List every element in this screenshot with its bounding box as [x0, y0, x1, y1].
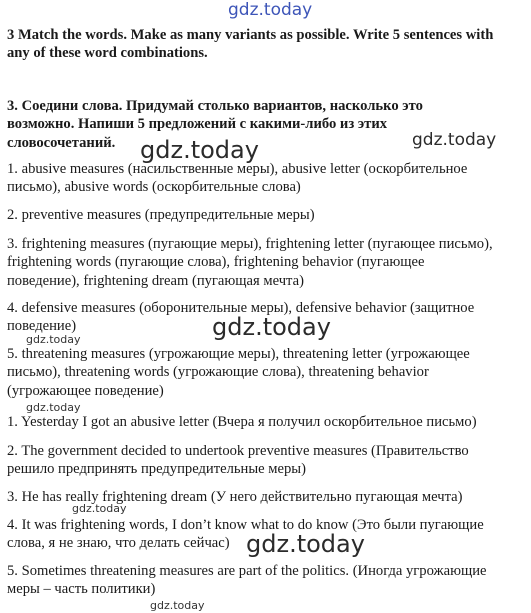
watermark: gdz.today: [150, 599, 205, 612]
item-line: 1. abusive measures (насильственные меры), abusive letter (оскорбительное: [7, 161, 468, 177]
item-line: слова, я не знаю, что делать сейчас): [7, 535, 230, 552]
watermark: gdz.today: [212, 313, 331, 341]
item-line: письмо), threatening words (угрожающие слова), threatening behavior: [7, 364, 429, 381]
item-line: 3. frightening measures (пугающие меры), frightening letter (пугающее письмо),: [7, 236, 493, 252]
combination-item: [7, 206, 527, 224]
item-line: поведение), frightening dream (пугающая мечта): [7, 272, 304, 289]
item-line: 1. Yesterday I got an abusive letter (Вчера я получил оскорбительное письмо): [7, 414, 477, 430]
item-line: 3. He has really frightening dream (У него действительно пугающая мечта): [7, 489, 463, 505]
watermark: gdz.today: [26, 333, 81, 346]
item-line: 2. The government decided to undertook preventive measures (Правительство: [7, 443, 469, 459]
sentence-item: [7, 562, 527, 599]
watermark: gdz.today: [72, 502, 127, 515]
item-line: 4. It was frightening words, I don’t know what to do know (Это были пугающие: [7, 517, 484, 533]
sentence-item: [7, 442, 527, 479]
combination-item: [7, 345, 527, 400]
heading-line: 3. Соедини слова. Придумай столько вариантов, насколько это: [7, 98, 423, 114]
item-line: 4. defensive measures (оборонительные меры), defensive behavior (защитное: [7, 300, 475, 316]
item-line: письмо), abusive words (оскорбительные слова): [7, 179, 301, 196]
watermark: gdz.today: [26, 401, 81, 414]
combination-item: [7, 235, 527, 290]
item-line: 5. threatening measures (угрожающие меры), threatening letter (угрожающее: [7, 346, 470, 362]
item-line: (угрожающее поведение): [7, 382, 164, 399]
heading-line: словосочетаний.: [7, 134, 116, 151]
item-line: меры – часть политики): [7, 581, 156, 598]
combination-item: [7, 160, 527, 197]
item-line: 2. preventive measures (предупредительные меры): [7, 207, 315, 223]
watermark: gdz.today: [246, 530, 365, 558]
item-line: 5. Sometimes threatening measures are part of the politics. (Иногда угрожающие: [7, 563, 487, 579]
item-line: frightening words (пугающие слова), frightening behavior (пугающее: [7, 254, 425, 271]
watermark: gdz.today: [140, 136, 259, 164]
task-heading-english: [7, 26, 527, 63]
item-line: решило предпринять предупредительные меры): [7, 461, 306, 478]
item-line: поведение): [7, 318, 77, 335]
heading-line: 3 Match the words. Make as many variants as possible. Write 5 sentences with: [7, 27, 494, 43]
watermark: gdz.today: [412, 130, 497, 150]
sentence-item: [7, 413, 527, 431]
heading-line: any of these word combinations.: [7, 45, 208, 62]
watermark-top: gdz.today: [228, 0, 313, 20]
heading-line: возможно. Напиши 5 предложений с какими-либо из этих: [7, 116, 388, 133]
